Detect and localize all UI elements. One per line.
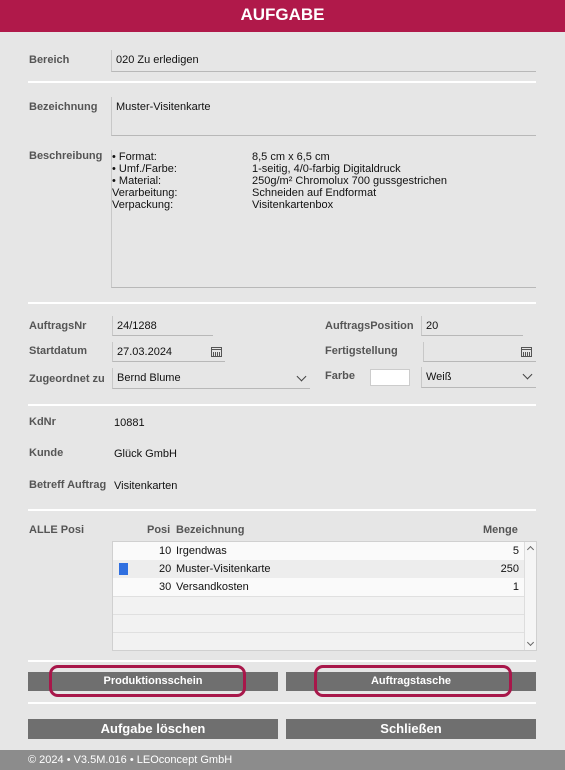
table-row	[113, 632, 525, 650]
table-row[interactable]	[113, 560, 525, 578]
desc-key-verpackung: Verpackung:	[112, 199, 174, 211]
auftragsposition-label: AuftragsPosition	[325, 320, 414, 332]
column-header-menge[interactable]: Menge	[483, 524, 518, 536]
positions-label: ALLE Posi	[29, 524, 85, 536]
beschreibung-textarea[interactable]	[111, 150, 536, 288]
startdatum-label: Startdatum	[29, 345, 88, 357]
auftragsposition-field[interactable]: 20	[421, 316, 523, 336]
selection-marker	[119, 563, 128, 575]
auftragsnr-field[interactable]: 24/1288	[112, 316, 213, 336]
divider	[28, 660, 536, 662]
bezeichnung-cell: Versandkosten	[176, 581, 249, 593]
betreff-label: Betreff Auftrag	[29, 479, 107, 491]
footer: © 2024 • V3.5M.016 • LEOconcept GmbH	[0, 750, 565, 770]
desc-val-umfang: 1-seitig, 4/0-farbig Digitaldruck	[252, 163, 401, 175]
calendar-icon[interactable]	[211, 347, 222, 357]
kunde-value: Glück GmbH	[114, 448, 177, 460]
table-row[interactable]	[113, 542, 525, 560]
divider	[28, 702, 536, 704]
desc-val-format: 8,5 cm x 6,5 cm	[252, 151, 330, 163]
farbe-label: Farbe	[325, 370, 355, 382]
divider	[28, 81, 536, 83]
table-row	[113, 596, 525, 614]
posi-cell: 30	[159, 581, 172, 593]
divider	[28, 302, 536, 304]
divider	[28, 509, 536, 511]
desc-val-material: 250g/m² Chromolux 700 gussgestrichen	[252, 175, 448, 187]
table-row[interactable]	[113, 578, 525, 596]
menge-cell: 250	[500, 563, 519, 575]
posi-cell: 20	[159, 563, 172, 575]
scroll-up-icon[interactable]	[527, 546, 534, 553]
bereich-field[interactable]: 020 Zu erledigen	[111, 50, 536, 72]
fertigstellung-label: Fertigstellung	[325, 345, 398, 357]
table-row	[113, 614, 525, 632]
scrollbar[interactable]	[524, 542, 536, 650]
column-header-bezeichnung[interactable]: Bezeichnung	[176, 524, 245, 536]
menge-cell: 1	[512, 581, 519, 593]
kdnr-label: KdNr	[29, 416, 56, 428]
auftragsnr-label: AuftragsNr	[29, 320, 87, 332]
desc-key-format: • Format:	[112, 151, 157, 163]
desc-key-material: • Material:	[112, 175, 162, 187]
startdatum-field[interactable]: 27.03.2024	[112, 342, 225, 362]
zugeordnet-label: Zugeordnet zu	[29, 373, 105, 385]
desc-val-verpackung: Visitenkartenbox	[252, 199, 334, 211]
calendar-icon[interactable]	[521, 347, 532, 357]
bezeichnung-cell: Muster-Visitenkarte	[176, 563, 271, 575]
desc-val-verarbeitung: Schneiden auf Endformat	[252, 187, 377, 199]
bereich-label: Bereich	[29, 54, 70, 66]
bezeichnung-field[interactable]: Muster-Visitenkarte	[111, 97, 536, 136]
aufgabe-loeschen-button[interactable]: Aufgabe löschen	[28, 719, 278, 739]
divider	[28, 404, 536, 406]
beschreibung-label: Beschreibung	[29, 150, 103, 162]
farbe-swatch	[370, 369, 410, 386]
fertigstellung-field[interactable]	[423, 342, 536, 362]
posi-cell: 10	[159, 545, 172, 557]
auftragstasche-button[interactable]: Auftragstasche	[286, 672, 536, 691]
bezeichnung-cell: Irgendwas	[176, 545, 227, 557]
schliessen-button[interactable]: Schließen	[286, 719, 536, 739]
scroll-down-icon[interactable]	[527, 639, 534, 646]
positions-table[interactable]	[112, 541, 537, 651]
kunde-label: Kunde	[29, 447, 64, 459]
desc-key-umfang: • Umf./Farbe:	[112, 163, 177, 175]
column-header-posi[interactable]: Posi	[147, 524, 171, 536]
menge-cell: 5	[512, 545, 519, 557]
desc-key-verarbeitung: Verarbeitung:	[112, 187, 178, 199]
farbe-select[interactable]: Weiß	[421, 367, 536, 388]
page-title: AUFGABE	[0, 0, 565, 32]
produktionsschein-button[interactable]: Produktionsschein	[28, 672, 278, 691]
betreff-value: Visitenkarten	[114, 480, 178, 492]
zugeordnet-select[interactable]: Bernd Blume	[112, 368, 310, 389]
bezeichnung-label: Bezeichnung	[29, 101, 98, 113]
kdnr-value: 10881	[114, 417, 145, 429]
